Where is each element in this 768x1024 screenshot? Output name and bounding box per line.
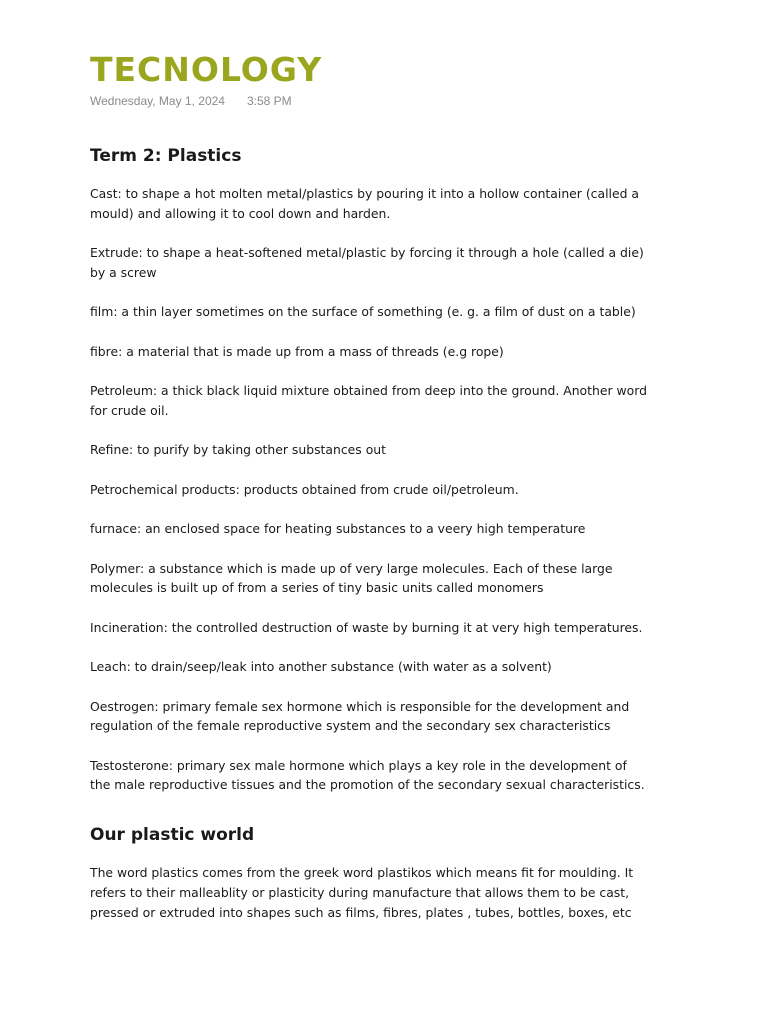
page-title: TECNOLOGY <box>90 50 323 89</box>
page-date: Wednesday, May 1, 2024 <box>90 94 225 108</box>
definition-petrochemical-products: Petrochemical products: products obtained from crude oil/petroleum. <box>90 481 519 497</box>
definitions-list <box>90 184 648 795</box>
definition-furnace: furnace: an enclosed space for heating substances to a veery high temperature <box>90 521 586 536</box>
term-heading: Term 2: Plastics <box>90 146 242 166</box>
definition-petroleum: Petroleum: a thick black liquid mixture obtained from deep into the ground. Another word for crude oil. <box>90 383 647 418</box>
world-heading: Our plastic world <box>90 824 255 845</box>
page-timestamp <box>90 94 648 110</box>
definition-polymer: Polymer: a substance which is made up of very large molecules. Each of these large molecules is built up of from a series of tiny basic units called monomers <box>90 560 613 595</box>
definition-leach: Leach: to drain/seep/leak into another substance (with water as a solvent) <box>90 659 552 674</box>
definition-film: film: a thin layer sometimes on the surface of something (e. g. a film of dust on a table) <box>90 304 636 319</box>
definition-testosterone: Testosterone: primary sex male hormone which plays a key role in the development of the male reproductive tissues and the promotion of the secondary sexual characteristics. <box>90 757 645 792</box>
definition-oestrogen: Oestrogen: primary female sex hormone which is responsible for the development and regulation of the female reproductive system and the secondary sex characteristics <box>90 698 630 733</box>
world-paragraph: The word plastics comes from the greek word plastikos which means fit for moulding. It refers to their malleablity or plasticity during manufacture that allows them to be cast, pressed or extruded into shapes such as films, fibres, plates , tubes, bottles, boxes, etc <box>90 864 634 920</box>
definition-fibre: fibre: a material that is made up from a mass of threads (e.g rope) <box>90 343 504 359</box>
definition-incineration: Incineration: the controlled destruction of waste by burning it at very high temperatures. <box>90 619 643 635</box>
definition-refine: Refine: to purify by taking other substances out <box>90 442 386 457</box>
definition-cast: Cast: to shape a hot molten metal/plastics by pouring it into a hollow container (called a mould) and allowing it to cool down and harden. <box>90 186 639 221</box>
definition-extrude: Extrude: to shape a heat-softened metal/plastic by forcing it through a hole (called a die) by a screw <box>90 245 644 280</box>
page-time: 3:58 PM <box>246 94 292 108</box>
